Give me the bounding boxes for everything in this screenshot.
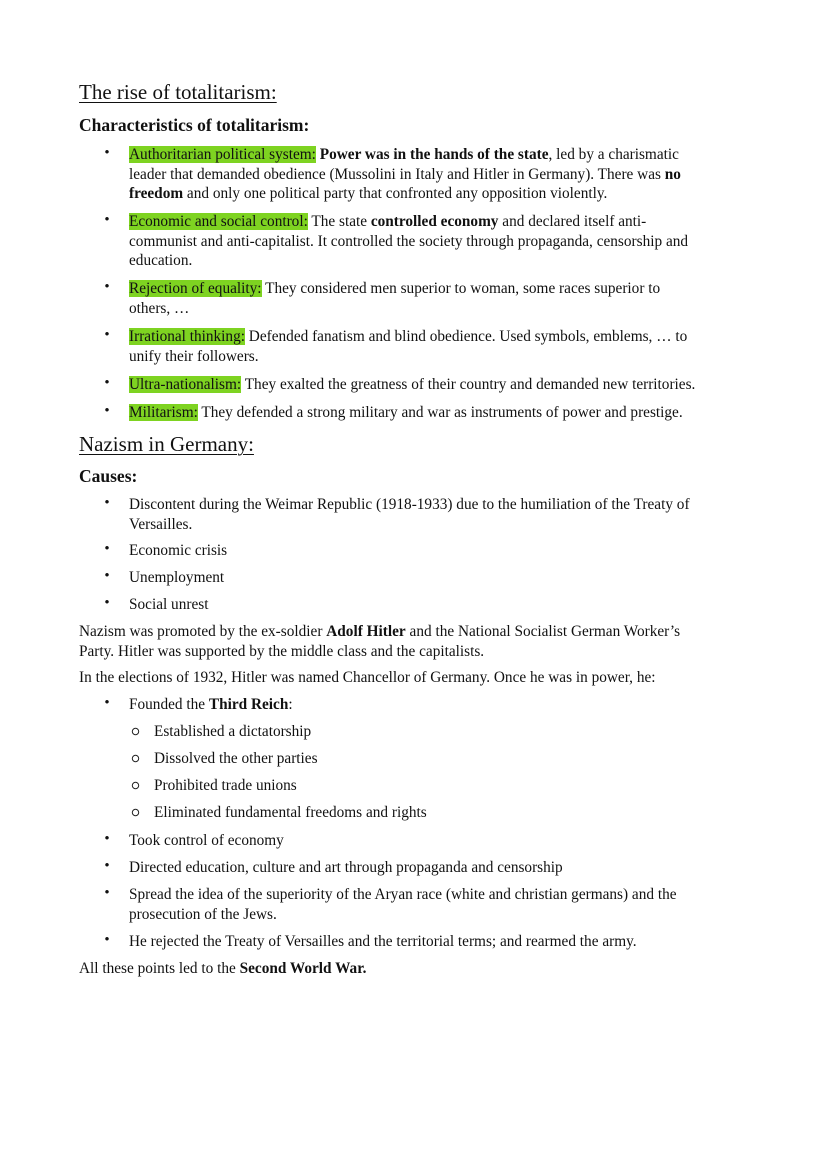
- bullet: •: [104, 145, 110, 161]
- bullet: •: [104, 831, 110, 847]
- heading-causes: Causes:: [79, 466, 138, 486]
- circle-bullet-icon: [131, 754, 140, 763]
- sub-item-freedoms: Eliminated fundamental freedoms and rights: [154, 804, 427, 821]
- list-item-authoritarian: Authoritarian political system: Power was in the hands of the state, led by a charismatic leader that demanded obedience (Mussolini in Italy and Hitler in Germany). There was no freedom and only one political party that confronted any opposition violently.: [129, 146, 681, 202]
- circle-bullet-icon: [131, 781, 140, 790]
- paragraph-conclusion: All these points led to the Second World War.: [79, 960, 367, 977]
- list-item-cause-economic-crisis: Economic crisis: [129, 542, 228, 559]
- sub-item-trade-unions: Prohibited trade unions: [154, 777, 297, 794]
- list-item-ultra-nationalism: Ultra-nationalism: They exalted the greatness of their country and demanded new territories.: [129, 376, 696, 393]
- highlight-label: Ultra-nationalism:: [129, 376, 242, 393]
- list-item-economy-control: Took control of economy: [129, 832, 284, 849]
- sub-item-dictatorship: Established a dictatorship: [154, 723, 312, 740]
- highlight-label: Authoritarian political system:: [129, 146, 316, 163]
- bullet: •: [104, 541, 110, 557]
- list-item-cause-unemployment: Unemployment: [129, 569, 225, 586]
- highlight-label: Irrational thinking:: [129, 328, 245, 345]
- bullet: •: [104, 279, 110, 295]
- paragraph-elections: In the elections of 1932, Hitler was named Chancellor of Germany. Once he was in power, he:: [79, 669, 656, 686]
- list-item-economic-social: Economic and social control: The state controlled economy and declared itself anti- communist and anti-capitalist. It controlled the society through propaganda, censorship and education.: [129, 213, 689, 269]
- list-item-cause-weimar: Discontent during the Weimar Republic (1918-1933) due to the humiliation of the Treaty of Versailles.: [129, 496, 690, 533]
- bullet: •: [104, 495, 110, 511]
- bullet: •: [104, 568, 110, 584]
- bullet: •: [104, 327, 110, 343]
- highlight-label: Rejection of equality:: [129, 280, 262, 297]
- circle-bullet-icon: [131, 808, 140, 817]
- highlight-label: Economic and social control:: [129, 213, 308, 230]
- section-title-nazism: Nazism in Germany:: [79, 432, 254, 456]
- list-item-education-culture: Directed education, culture and art through propaganda and censorship: [129, 859, 563, 876]
- list-item-militarism: Militarism: They defended a strong military and war as instruments of power and prestige.: [129, 404, 683, 421]
- bullet: •: [104, 375, 110, 391]
- list-item-third-reich: Founded the Third Reich:: [129, 696, 293, 713]
- section-title-totalitarism: The rise of totalitarism:: [79, 80, 277, 104]
- highlight-label: Militarism:: [129, 404, 198, 421]
- bullet: •: [104, 595, 110, 611]
- bullet: •: [104, 858, 110, 874]
- sub-item-dissolved-parties: Dissolved the other parties: [154, 750, 318, 767]
- bullet: •: [104, 212, 110, 228]
- list-item-rejection-equality: Rejection of equality: They considered men superior to woman, some races superior to others, …: [129, 280, 661, 317]
- heading-characteristics: Characteristics of totalitarism:: [79, 115, 310, 135]
- list-item-cause-social-unrest: Social unrest: [129, 596, 209, 613]
- bullet: •: [104, 932, 110, 948]
- list-item-irrational-thinking: Irrational thinking: Defended fanatism and blind obedience. Used symbols, emblems, … to unify their followers.: [129, 328, 688, 365]
- list-item-aryan-race: Spread the idea of the superiority of the Aryan race (white and christian germans) and the prosecution of the Jews.: [129, 886, 677, 923]
- bullet: •: [104, 695, 110, 711]
- paragraph-hitler: Nazism was promoted by the ex-soldier Adolf Hitler and the National Socialist German Worker’s Party. Hitler was supported by the middle class and the capitalists.: [79, 623, 681, 660]
- bullet: •: [104, 403, 110, 419]
- bullet: •: [104, 885, 110, 901]
- list-item-versailles-rearm: He rejected the Treaty of Versailles and the territorial terms; and rearmed the army.: [129, 933, 637, 950]
- circle-bullet-icon: [131, 727, 140, 736]
